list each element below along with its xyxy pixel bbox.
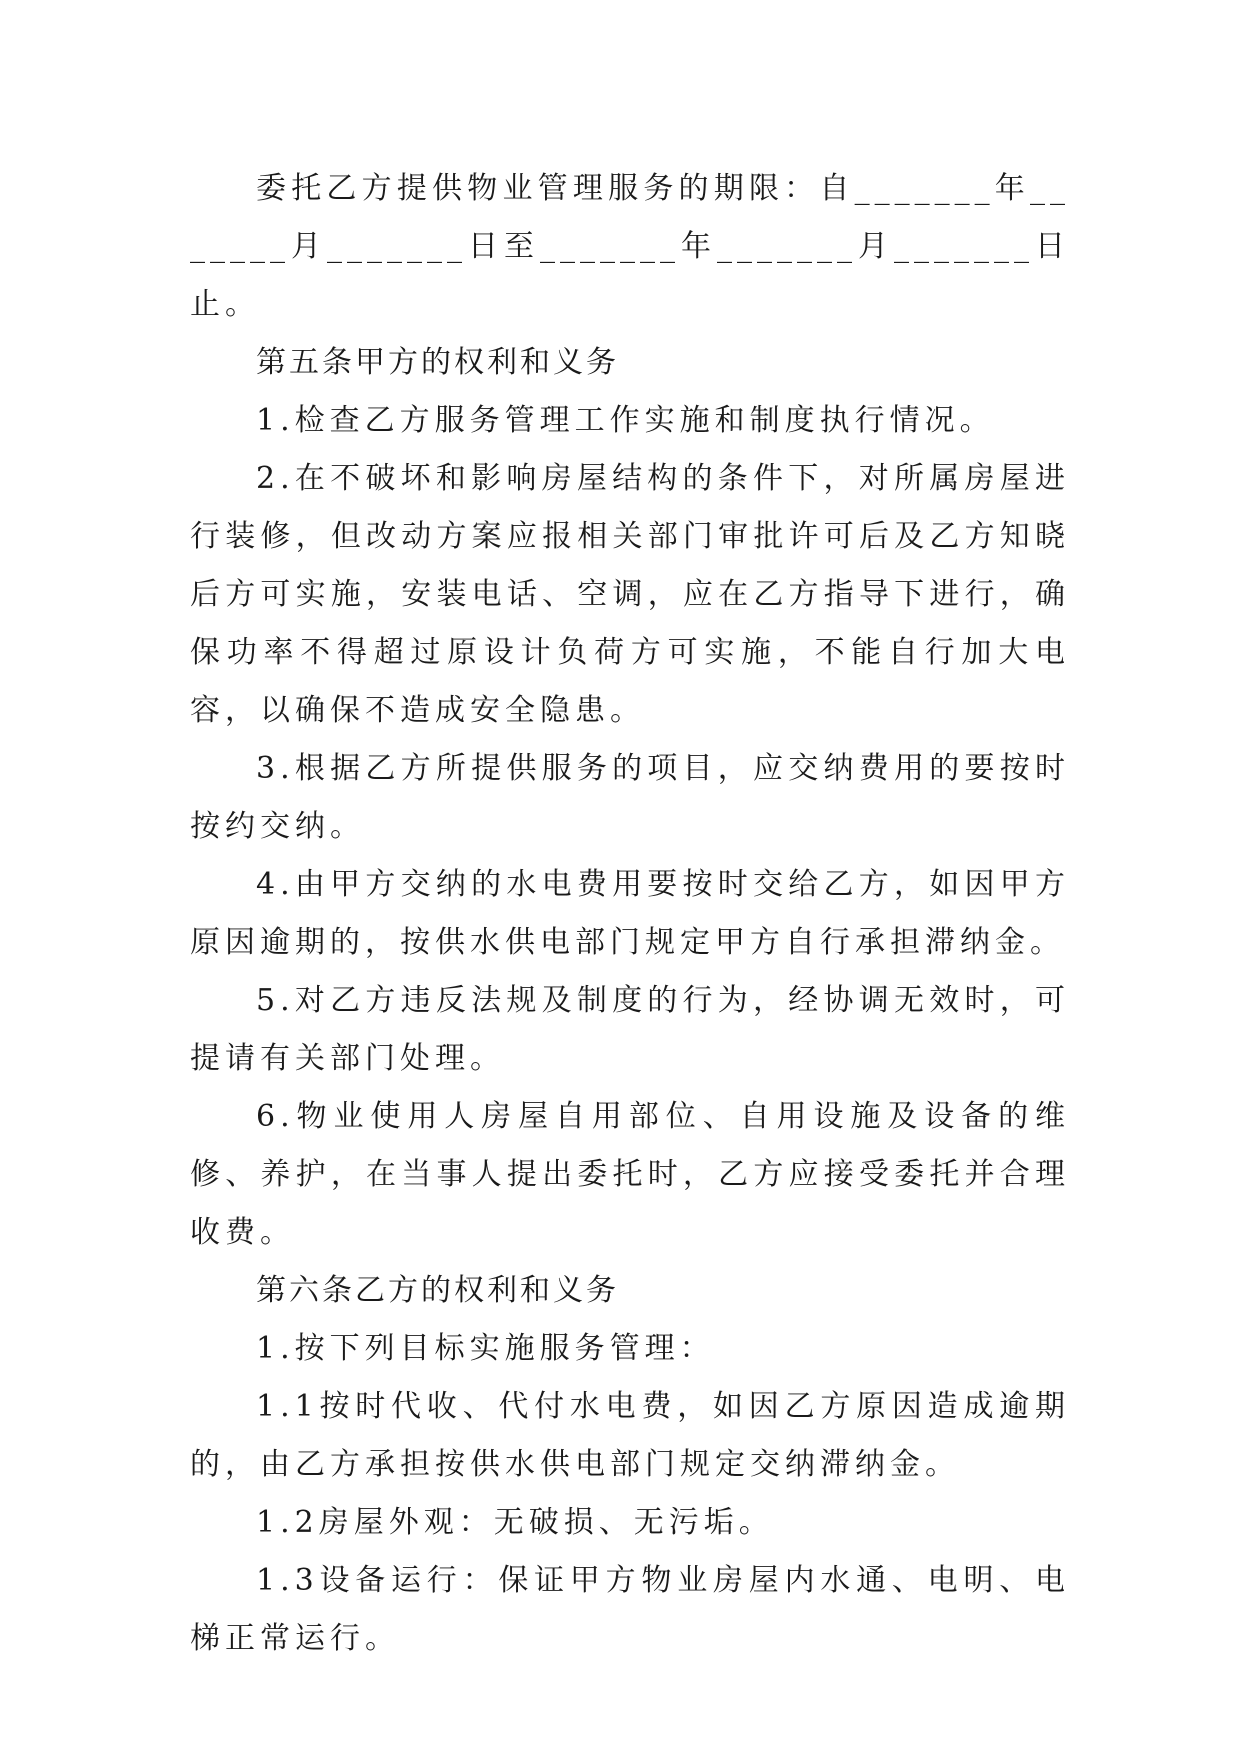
article-five-heading: 第五条甲方的权利和义务 [256, 345, 619, 380]
document-body [190, 160, 1070, 1668]
party-a-clause-3: 3.根据乙方所提供服务的项目，应交纳费用的要按时按约交纳。 [190, 751, 1070, 844]
service-term-paragraph: 委托乙方提供物业管理服务的期限：自_______年_______月_______日至_______年_______月_______日止。 [190, 171, 1070, 322]
party-b-clause-1-2: 1.2房屋外观：无破损、无污垢。 [256, 1505, 774, 1540]
party-a-clause-2: 2.在不破坏和影响房屋结构的条件下，对所属房屋进行装修，但改动方案应报相关部门审批许可后及乙方知晓后方可实施，安装电话、空调，应在乙方指导下进行，确保功率不得超过原设计负荷方可实施，不能自行加大电容，以确保不造成安全隐患。 [190, 461, 1070, 728]
party-a-clause-6: 6.物业使用人房屋自用部位、自用设施及设备的维修、养护，在当事人提出委托时，乙方应接受委托并合理收费。 [190, 1099, 1070, 1250]
article-six-heading: 第六条乙方的权利和义务 [256, 1273, 619, 1308]
party-b-clause-1-1: 1.1按时代收、代付水电费，如因乙方原因造成逾期的，由乙方承担按供水供电部门规定交纳滞纳金。 [190, 1389, 1070, 1482]
party-a-clause-5: 5.对乙方违反法规及制度的行为，经协调无效时，可提请有关部门处理。 [190, 983, 1070, 1076]
party-a-clause-1: 1.检查乙方服务管理工作实施和制度执行情况。 [256, 403, 995, 438]
party-b-clause-1-3: 1.3设备运行：保证甲方物业房屋内水通、电明、电梯正常运行。 [190, 1563, 1070, 1656]
party-a-clause-4: 4.由甲方交纳的水电费用要按时交给乙方，如因甲方原因逾期的，按供水供电部门规定甲方自行承担滞纳金。 [190, 867, 1070, 960]
party-b-clause-1: 1.按下列目标实施服务管理： [256, 1331, 715, 1366]
